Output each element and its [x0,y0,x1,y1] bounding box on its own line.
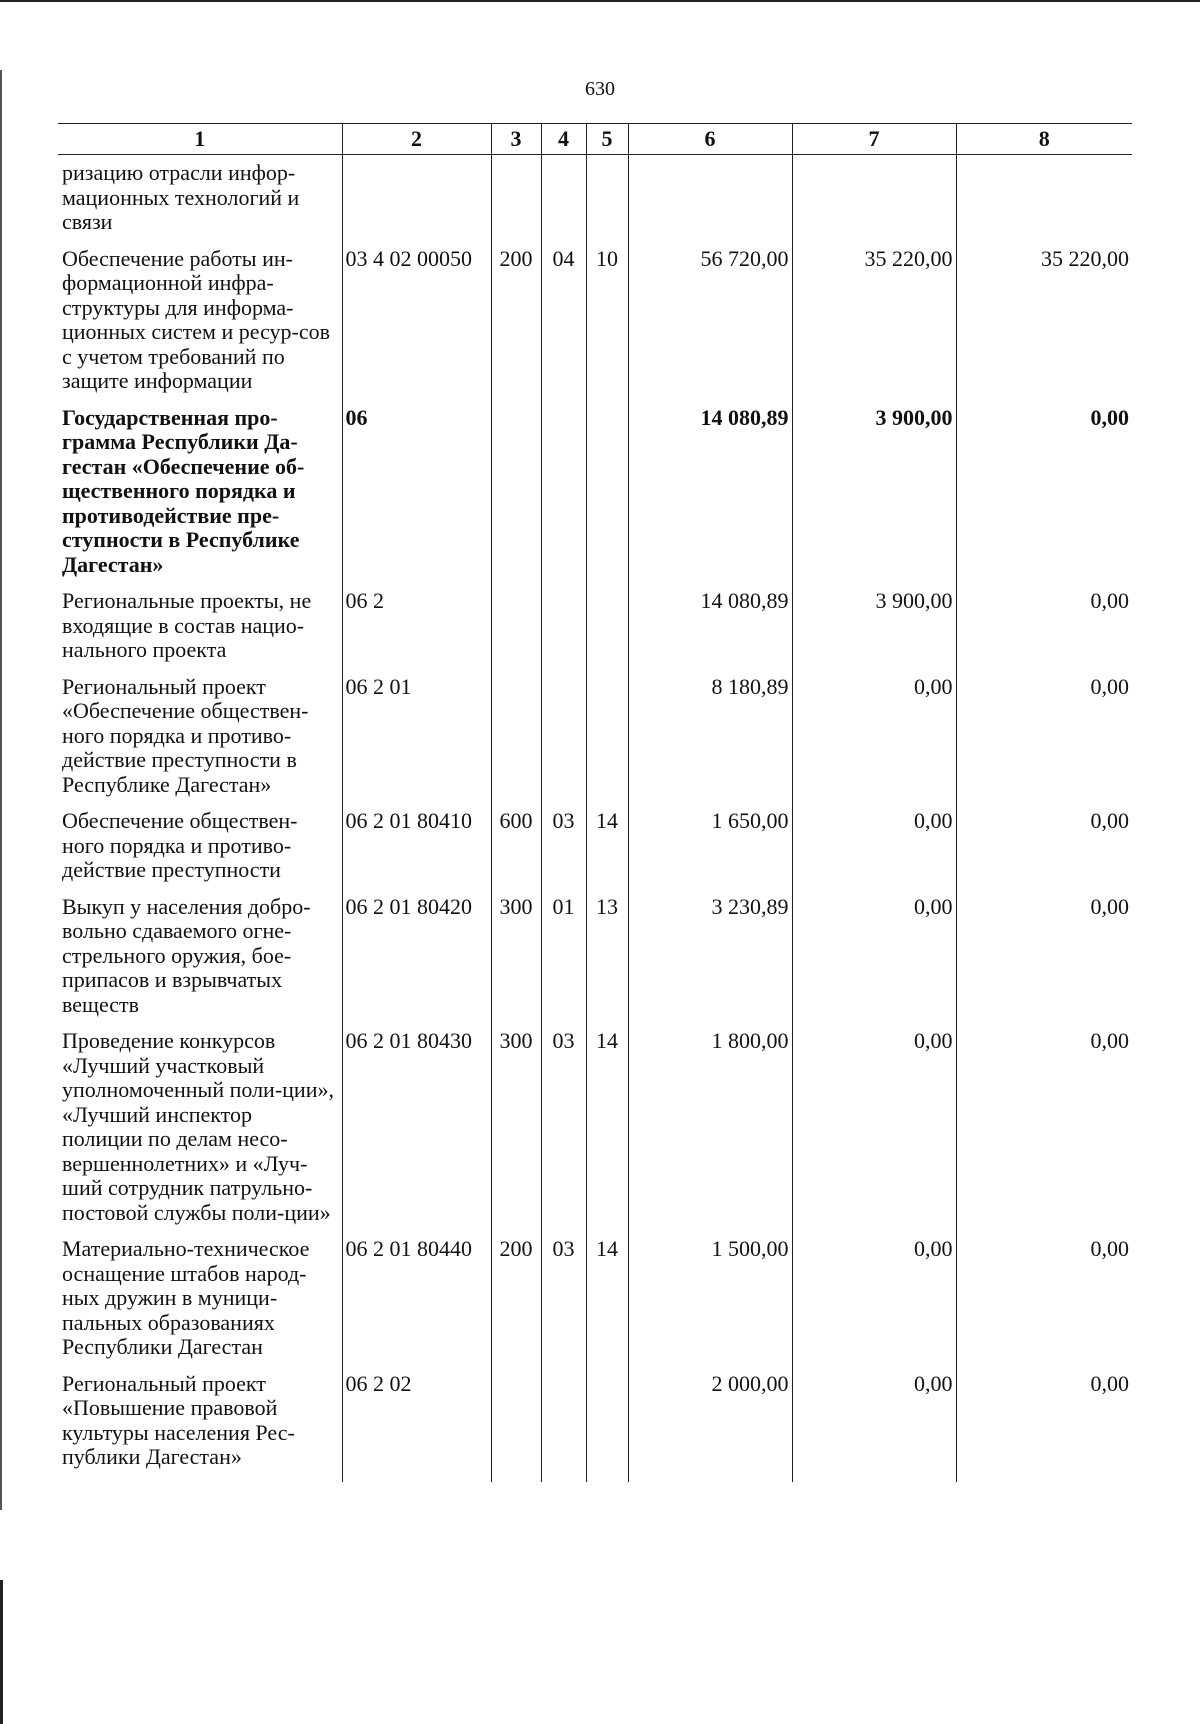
row-name: ризацию отрасли инфор-мационных технологий и связи [58,155,342,247]
row-code: 06 2 01 80440 [342,1237,491,1372]
row-value-8 [956,155,1132,247]
row-col-4 [541,155,586,247]
row-value-6: 14 080,89 [628,406,792,590]
row-col-4 [541,406,586,590]
row-col-4 [541,589,586,675]
header-col-4: 4 [541,124,586,155]
table-row [58,247,1132,406]
row-name: Региональные проекты, не входящие в состав нацио-нального проекта [58,589,342,675]
row-col-5: 14 [586,809,628,895]
row-value-7: 3 900,00 [792,406,956,590]
row-value-6: 14 080,89 [628,589,792,675]
row-col-5 [586,675,628,810]
row-value-7: 3 900,00 [792,589,956,675]
row-col-5: 14 [586,1029,628,1237]
row-col-5 [586,589,628,675]
row-value-7 [792,155,956,247]
header-row [58,124,1132,155]
row-name: Выкуп у населения добро-вольно сдаваемого огне-стрельного оружия, бое-припасов и взрывчатых веществ [58,895,342,1030]
header-col-1: 1 [58,124,342,155]
row-value-7: 0,00 [792,1237,956,1372]
row-value-8: 35 220,00 [956,247,1132,406]
row-col-4 [541,1372,586,1482]
row-value-6 [628,155,792,247]
row-code: 06 2 02 [342,1372,491,1482]
row-col-4: 01 [541,895,586,1030]
row-code: 06 2 01 80430 [342,1029,491,1237]
row-value-8: 0,00 [956,589,1132,675]
scan-left-border-lower [0,1580,3,1724]
row-value-7: 0,00 [792,675,956,810]
row-name: Материально-техническое оснащение штабов народ-ных дружин в муници-пальных образованиях Республики Дагестан [58,1237,342,1372]
row-col-3 [491,1372,541,1482]
table-row [58,406,1132,590]
header-col-2: 2 [342,124,491,155]
row-col-3: 600 [491,809,541,895]
row-col-5 [586,155,628,247]
row-value-6: 1 800,00 [628,1029,792,1237]
row-col-4: 03 [541,1029,586,1237]
row-name: Обеспечение работы ин-формационной инфра-структуры для информа-ционных систем и ресур-сов с учетом требований по защите информации [58,247,342,406]
row-value-7: 35 220,00 [792,247,956,406]
row-value-6: 3 230,89 [628,895,792,1030]
row-name: Проведение конкурсов «Лучший участковый уполномоченный поли-ции», «Лучший инспектор полиции по делам несо-вершеннолетних» и «Луч-ший сотрудник патрульно-постовой службы поли-ции» [58,1029,342,1237]
row-name: Региональный проект «Обеспечение обществен-ного порядка и противо-действие преступности в Республике Дагестан» [58,675,342,810]
row-col-3: 300 [491,1029,541,1237]
row-value-6: 2 000,00 [628,1372,792,1482]
row-col-5: 14 [586,1237,628,1372]
header-col-3: 3 [491,124,541,155]
scan-left-border [0,70,2,1510]
row-name: Государственная про-грамма Республики Да-гестан «Обеспечение об-щественного порядка и противодействие пре-ступности в Республике Дагестан» [58,406,342,590]
header-col-8: 8 [956,124,1132,155]
table-row [58,589,1132,675]
row-col-3 [491,406,541,590]
row-col-4: 04 [541,247,586,406]
row-value-6: 1 500,00 [628,1237,792,1372]
row-value-6: 8 180,89 [628,675,792,810]
budget-table [58,123,1132,1482]
row-code: 06 2 01 [342,675,491,810]
row-value-8: 0,00 [956,1372,1132,1482]
table-row [58,1372,1132,1482]
row-code: 06 [342,406,491,590]
table-row [58,1029,1132,1237]
header-col-6: 6 [628,124,792,155]
row-value-6: 56 720,00 [628,247,792,406]
row-col-4: 03 [541,1237,586,1372]
row-value-8: 0,00 [956,406,1132,590]
row-name: Региональный проект «Повышение правовой культуры населения Рес-публики Дагестан» [58,1372,342,1482]
row-value-6: 1 650,00 [628,809,792,895]
row-value-7: 0,00 [792,1029,956,1237]
row-col-5: 13 [586,895,628,1030]
row-value-8: 0,00 [956,809,1132,895]
row-value-8: 0,00 [956,675,1132,810]
scan-top-border [0,0,1200,2]
row-code: 03 4 02 00050 [342,247,491,406]
header-col-5: 5 [586,124,628,155]
table-body [58,155,1132,1482]
row-col-4 [541,675,586,810]
row-value-7: 0,00 [792,1372,956,1482]
table-row [58,155,1132,247]
row-col-3 [491,155,541,247]
table-row [58,1237,1132,1372]
table-row [58,675,1132,810]
row-col-3: 300 [491,895,541,1030]
row-col-5 [586,1372,628,1482]
header-col-7: 7 [792,124,956,155]
row-code [342,155,491,247]
row-col-3: 200 [491,247,541,406]
row-value-7: 0,00 [792,809,956,895]
row-col-4: 03 [541,809,586,895]
table-row [58,895,1132,1030]
row-value-8: 0,00 [956,1029,1132,1237]
row-col-3: 200 [491,1237,541,1372]
table-row [58,809,1132,895]
row-col-3 [491,675,541,810]
row-code: 06 2 [342,589,491,675]
row-col-5: 10 [586,247,628,406]
row-name: Обеспечение обществен-ного порядка и противо-действие преступности [58,809,342,895]
row-col-3 [491,589,541,675]
row-col-5 [586,406,628,590]
row-value-8: 0,00 [956,895,1132,1030]
row-code: 06 2 01 80420 [342,895,491,1030]
row-value-7: 0,00 [792,895,956,1030]
page-number: 630 [585,78,615,100]
row-value-8: 0,00 [956,1237,1132,1372]
row-code: 06 2 01 80410 [342,809,491,895]
